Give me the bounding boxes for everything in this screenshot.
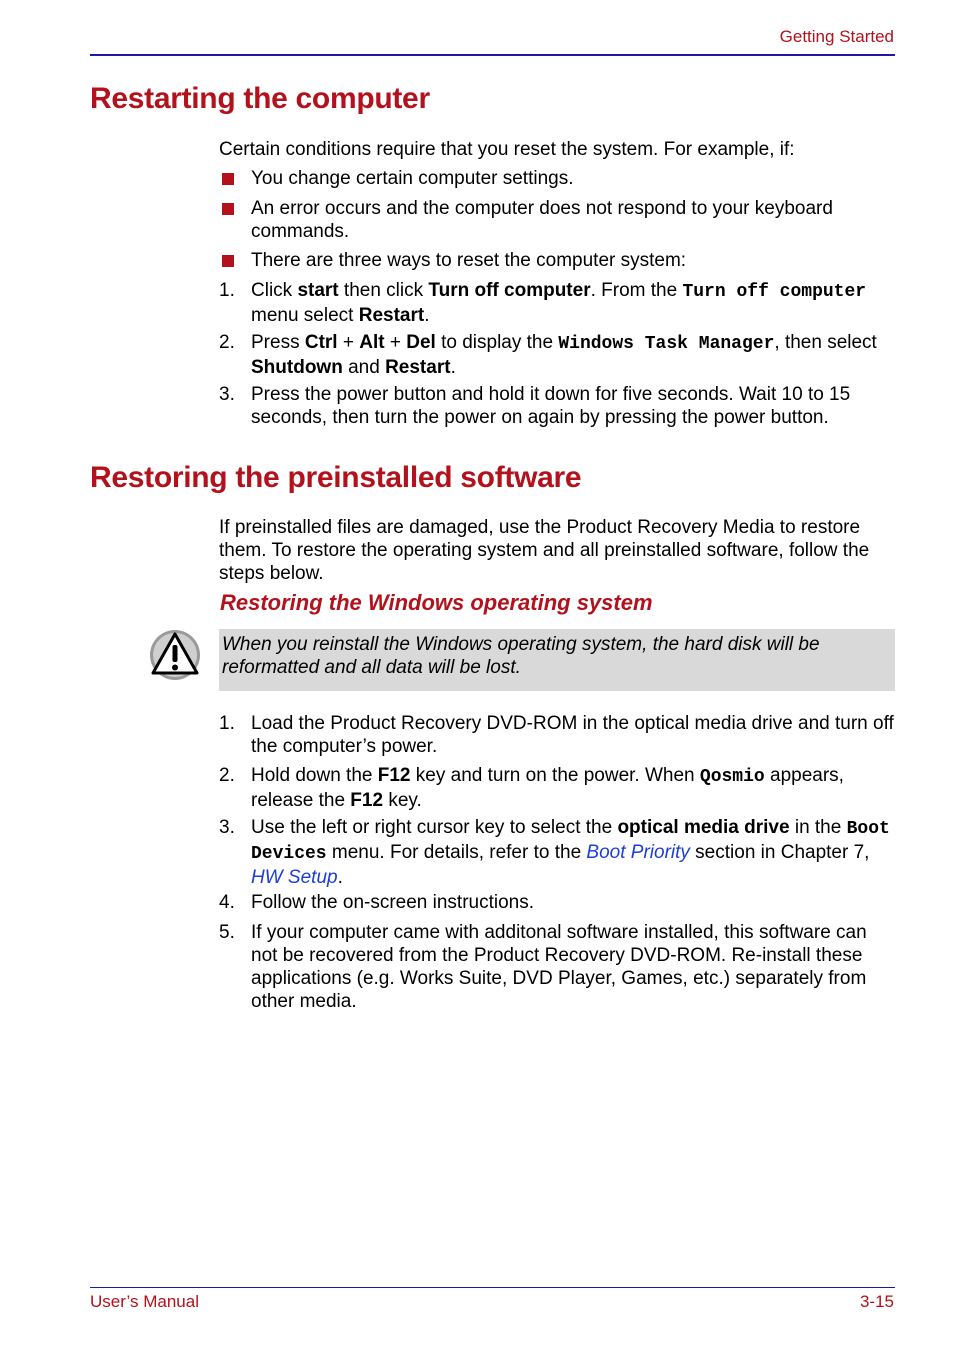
subheading-windows: Restoring the Windows operating system: [220, 590, 653, 615]
restore-step-3: 3. Use the left or right cursor key to select the optical media drive in the Boot Devices menu. For details, refer to the Boot Priority section in Chapter 7, HW Setup.: [219, 817, 890, 888]
running-header: Getting Started: [779, 27, 894, 46]
bullet-icon: [222, 255, 234, 267]
footer-manual-title: User’s Manual: [90, 1292, 199, 1311]
note-text: When you reinstall the Windows operating system, the hard disk will be reformatted and all data will be lost.: [222, 634, 820, 678]
app-name: Windows Task Manager: [558, 334, 775, 354]
menu-name: Turn off computer: [682, 282, 867, 302]
bullet-icon: [222, 173, 234, 185]
boot-priority-link[interactable]: Boot Priority: [586, 842, 690, 863]
step-number: 1.: [219, 713, 235, 734]
step-number: 5.: [219, 922, 235, 943]
restore-step-2: 2. Hold down the F12 key and turn on the power. When Qosmio appears, release the F12 key.: [219, 765, 844, 811]
restore-intro: If preinstalled files are damaged, use the Product Recovery Media to restore them. To restore the operating system and all preinstalled software, follow the steps below.: [219, 517, 870, 584]
step-number: 2.: [219, 765, 235, 786]
product-name: Qosmio: [699, 767, 765, 787]
step-number: 3.: [219, 817, 235, 838]
step-number: 2.: [219, 332, 235, 353]
restart-intro: Certain conditions require that you reset the system. For example, if:: [219, 139, 795, 160]
menu-name: Boot Devices: [251, 819, 890, 864]
list-item: You change certain computer settings.: [219, 167, 895, 190]
warning-triangle-icon: [148, 628, 202, 682]
footer-rule: [90, 1287, 895, 1288]
bullet-icon: [222, 203, 234, 215]
header-rule: [90, 54, 895, 56]
hw-setup-link[interactable]: HW Setup: [251, 867, 338, 888]
list-item: There are three ways to reset the computer system:: [219, 249, 895, 272]
restart-step-3: 3. Press the power button and hold it down for five seconds. Wait 10 to 15 seconds, then turn the power on again by pressing the power button.: [219, 384, 851, 428]
page-number: 3-15: [859, 1292, 894, 1311]
list-item: An error occurs and the computer does not respond to your keyboard commands.: [219, 197, 895, 243]
restore-step-5: 5. If your computer came with additonal software installed, this software can not be recovered from the Product Recovery DVD-ROM. Re-install these applications (e.g. Works Suite, DVD Player, Games, etc.) separately from other media.: [219, 922, 867, 1012]
step-number: 4.: [219, 892, 235, 913]
restart-step-2: 2. Press Ctrl + Alt + Del to display the Windows Task Manager, then select Shutdown and Restart.: [219, 332, 877, 378]
restart-step-1: 1. Click start then click Turn off computer. From the Turn off computer menu select Restart.: [219, 280, 867, 326]
step-number: 3.: [219, 384, 235, 405]
step-number: 1.: [219, 280, 235, 301]
heading-restoring: Restoring the preinstalled software: [90, 461, 582, 494]
restore-step-1: 1. Load the Product Recovery DVD-ROM in the optical media drive and turn off the computer’s power.: [219, 713, 894, 757]
heading-restarting: Restarting the computer: [90, 82, 430, 115]
restore-step-4: 4. Follow the on-screen instructions.: [219, 892, 535, 913]
